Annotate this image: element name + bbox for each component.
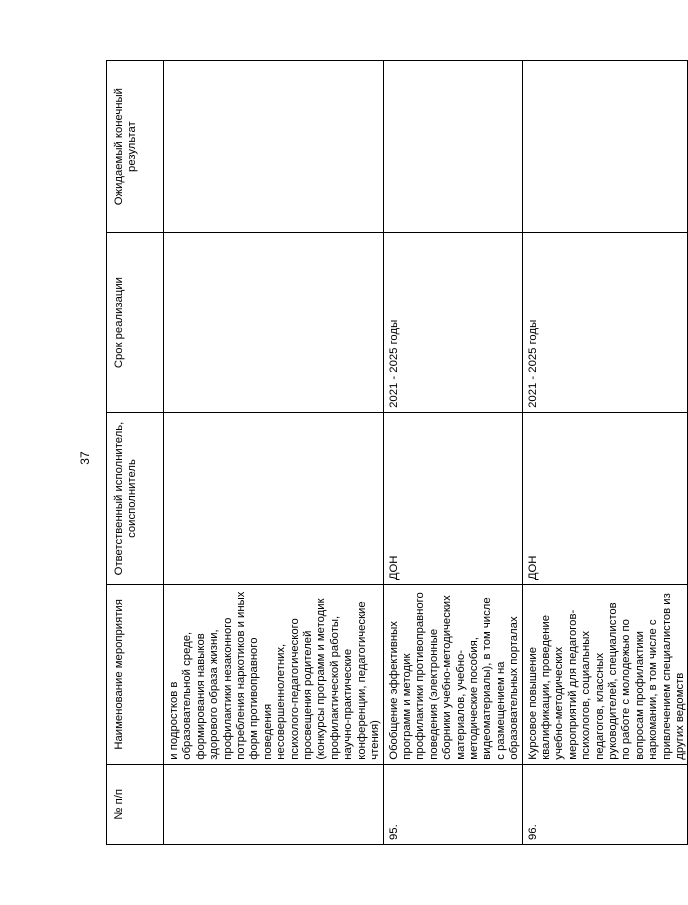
page-number: 37 (78, 451, 92, 465)
header-term: Срок реализации (107, 233, 164, 413)
row-term: 2021 - 2025 годы (383, 233, 522, 413)
row-result (164, 61, 384, 233)
table-row (383, 61, 522, 845)
table-row (522, 61, 688, 845)
header-executor: Ответственный исполнитель, соисполнитель (107, 412, 164, 584)
header-number: № п/п (107, 764, 164, 844)
row-term: 2021 - 2025 годы (522, 233, 688, 413)
row-number (164, 764, 384, 844)
row-result (522, 61, 688, 233)
row-term (164, 233, 384, 413)
row-number: 96. (522, 764, 688, 844)
header-row (107, 61, 164, 845)
row-executor: ДОН (383, 412, 522, 584)
header-result: Ожидаемый конечный результат (107, 61, 164, 233)
row-executor (164, 412, 384, 584)
row-result (383, 61, 522, 233)
events-table (106, 60, 688, 845)
row-number: 95. (383, 764, 522, 844)
table-row (164, 61, 384, 845)
row-name: Обобщение эффективных программ и методик профилактики противоправного поведения (электронные сборники учебно-методических материалов, учебно-методические пособия, видеоматериалы), в том числе с размещением на образовательных порталах (383, 585, 522, 765)
row-executor: ДОН (522, 412, 688, 584)
row-name: и подростков в образовательной среде, формирования навыков здорового образа жизни, профилактики незаконного потребления наркотиков и иных форм противоправного поведения несовершеннолетних, психолого-педагогического просвещения родителей (конкурсы программ и методик профилактической работы, научно-практические конференции, педагогические чтения) (164, 585, 384, 765)
header-name: Наименование мероприятия (107, 585, 164, 765)
row-name: Курсовое повышение квалификации, проведение учебно-методических мероприятий для педагогов-психологов, социальных педагогов, классных руководителей, специалистов по работе с молодежью по вопросам профилактики наркомании, в том числе с привлечением специалистов из других ведомств (522, 585, 688, 765)
rotated-page-content (106, 60, 687, 845)
